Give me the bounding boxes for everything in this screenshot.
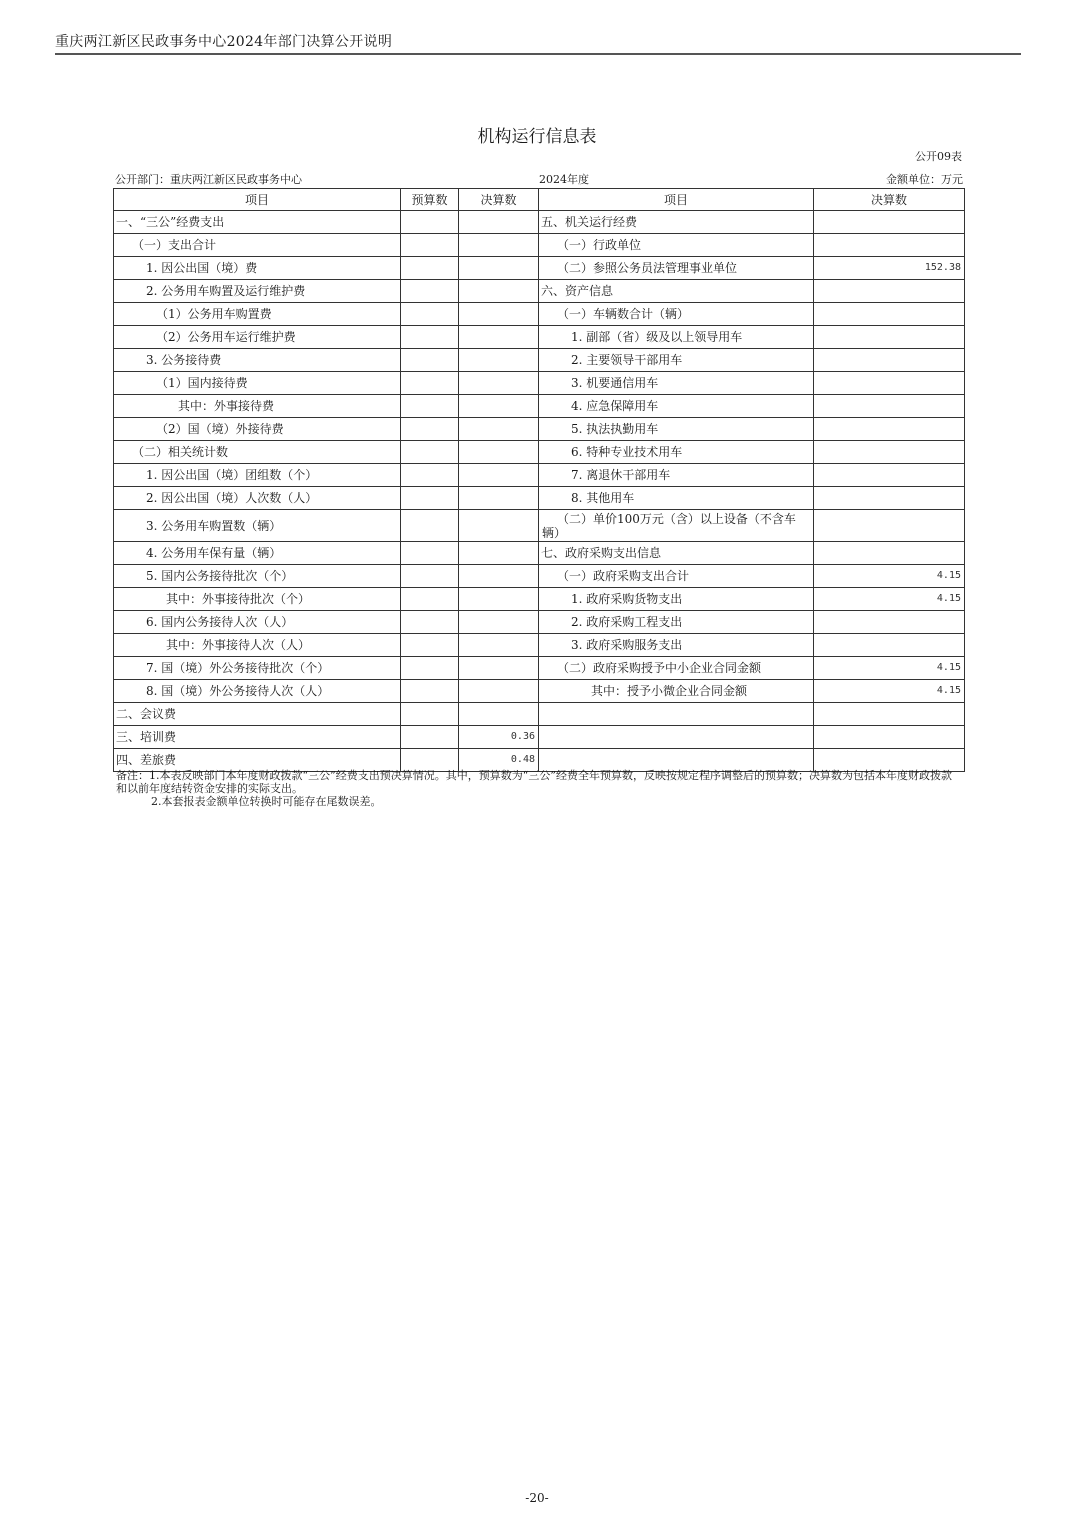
row-item-right: 1. 政府采购货物支出 (539, 588, 814, 611)
row-item-left: 其中：外事接待费 (114, 395, 401, 418)
row-final-right (814, 303, 965, 326)
row-final-right: 4.15 (814, 680, 965, 703)
table-row (114, 464, 965, 487)
row-final-left (459, 257, 539, 280)
row-budget (401, 349, 459, 372)
row-final-left: 0.36 (459, 726, 539, 749)
row-final-right (814, 418, 965, 441)
row-item-left: （1）国内接待费 (114, 372, 401, 395)
table-number: 公开09表 (915, 150, 962, 163)
row-item-left: 三、培训费 (114, 726, 401, 749)
table-row (114, 349, 965, 372)
table-row (114, 680, 965, 703)
row-item-right: （二）单价100万元（含）以上设备（不含车辆） (539, 510, 814, 542)
row-item-left: 一、“三公”经费支出 (114, 211, 401, 234)
department-label: 公开部门：重庆两江新区民政事务中心 (115, 173, 302, 186)
table-row (114, 565, 965, 588)
row-final-right: 4.15 (814, 657, 965, 680)
col-header-item-right: 项目 (539, 189, 814, 211)
table-row (114, 280, 965, 303)
table-row (114, 257, 965, 280)
info-table (113, 188, 965, 772)
row-final-left (459, 703, 539, 726)
row-item-right: 8. 其他用车 (539, 487, 814, 510)
row-final-right: 152.38 (814, 257, 965, 280)
page-number: -20- (525, 1491, 549, 1505)
row-final-right (814, 703, 965, 726)
row-item-left: 1. 因公出国（境）费 (114, 257, 401, 280)
row-budget (401, 303, 459, 326)
row-budget (401, 280, 459, 303)
row-item-right: 6. 特种专业技术用车 (539, 441, 814, 464)
col-header-budget: 预算数 (401, 189, 459, 211)
row-item-left: （1）公务用车购置费 (114, 303, 401, 326)
row-item-right: 5. 执法执勤用车 (539, 418, 814, 441)
row-final-left (459, 211, 539, 234)
row-budget (401, 726, 459, 749)
row-budget (401, 487, 459, 510)
row-item-left: 二、会议费 (114, 703, 401, 726)
year-label: 2024年度 (539, 173, 589, 186)
row-item-right: （一）政府采购支出合计 (539, 565, 814, 588)
row-item-left: 其中：外事接待批次（个） (114, 588, 401, 611)
row-item-left: 3. 公务用车购置数（辆） (114, 510, 401, 542)
row-final-left (459, 372, 539, 395)
row-final-right (814, 611, 965, 634)
row-final-left (459, 395, 539, 418)
row-budget (401, 372, 459, 395)
row-item-right: 1. 副部（省）级及以上领导用车 (539, 326, 814, 349)
row-budget (401, 542, 459, 565)
row-final-left (459, 349, 539, 372)
unit-label: 金额单位：万元 (886, 173, 963, 186)
header-rule (55, 53, 1021, 55)
note-line-2: 2.本套报表金额单位转换时可能存在尾数误差。 (151, 795, 382, 808)
row-item-left: （二）相关统计数 (114, 441, 401, 464)
row-final-left: 0.48 (459, 749, 539, 772)
row-item-right: （一）车辆数合计（辆） (539, 303, 814, 326)
row-final-left (459, 280, 539, 303)
table-row (114, 588, 965, 611)
row-final-right (814, 542, 965, 565)
row-item-left: 6. 国内公务接待人次（人） (114, 611, 401, 634)
row-final-right (814, 510, 965, 542)
row-final-left (459, 441, 539, 464)
table-row (114, 372, 965, 395)
table-row (114, 542, 965, 565)
row-budget (401, 611, 459, 634)
col-header-final-right: 决算数 (814, 189, 965, 211)
row-item-right: 3. 机要通信用车 (539, 372, 814, 395)
row-final-right (814, 441, 965, 464)
row-item-right: 4. 应急保障用车 (539, 395, 814, 418)
row-item-left: 7. 国（境）外公务接待批次（个） (114, 657, 401, 680)
row-item-right: （二）政府采购授予中小企业合同金额 (539, 657, 814, 680)
table-title: 机构运行信息表 (477, 127, 597, 147)
row-item-right: 七、政府采购支出信息 (539, 542, 814, 565)
row-item-left: 四、差旅费 (114, 749, 401, 772)
table-row (114, 303, 965, 326)
row-item-right: 7. 离退休干部用车 (539, 464, 814, 487)
table-meta (113, 171, 963, 185)
row-item-left: 其中：外事接待人次（人） (114, 634, 401, 657)
row-final-right: 4.15 (814, 565, 965, 588)
note-line-1: 备注：1.本表反映部门本年度财政拨款“三公”经费支出预决算情况。其中，预算数为“三公”经费全年预算数，反映按规定程序调整后的预算数；决算数为包括本年度财政拨款和以前年度结转资金安排的实际支出。 (116, 769, 952, 795)
row-item-left: 3. 公务接待费 (114, 349, 401, 372)
row-final-left (459, 611, 539, 634)
row-item-right: 2. 主要领导干部用车 (539, 349, 814, 372)
table-row (114, 211, 965, 234)
row-item-left: （一）支出合计 (114, 234, 401, 257)
row-final-right (814, 634, 965, 657)
table-row (114, 395, 965, 418)
table-header-row (114, 189, 965, 211)
table-row (114, 657, 965, 680)
row-budget (401, 657, 459, 680)
table-row (114, 726, 965, 749)
row-final-left (459, 326, 539, 349)
table-row (114, 634, 965, 657)
row-budget (401, 395, 459, 418)
row-budget (401, 234, 459, 257)
row-item-right: 其中：授予小微企业合同金额 (539, 680, 814, 703)
row-final-left (459, 634, 539, 657)
row-final-left (459, 680, 539, 703)
row-final-right (814, 326, 965, 349)
row-item-right: 3. 政府采购服务支出 (539, 634, 814, 657)
row-budget (401, 418, 459, 441)
row-budget (401, 326, 459, 349)
row-budget (401, 441, 459, 464)
row-budget (401, 634, 459, 657)
row-budget (401, 680, 459, 703)
row-budget (401, 211, 459, 234)
row-final-left (459, 657, 539, 680)
row-item-left: 2. 公务用车购置及运行维护费 (114, 280, 401, 303)
row-budget (401, 510, 459, 542)
table-row (114, 611, 965, 634)
row-final-left (459, 464, 539, 487)
row-final-right (814, 726, 965, 749)
row-item-right (539, 703, 814, 726)
row-item-right (539, 726, 814, 749)
table-row (114, 234, 965, 257)
row-item-left: 8. 国（境）外公务接待人次（人） (114, 680, 401, 703)
table-row (114, 441, 965, 464)
row-final-right (814, 372, 965, 395)
row-final-left (459, 418, 539, 441)
row-item-right: 六、资产信息 (539, 280, 814, 303)
row-budget (401, 565, 459, 588)
row-final-left (459, 565, 539, 588)
row-budget (401, 703, 459, 726)
row-item-left: 5. 国内公务接待批次（个） (114, 565, 401, 588)
row-budget (401, 464, 459, 487)
running-header: 重庆两江新区民政事务中心2024年部门决算公开说明 (55, 34, 393, 50)
row-final-right (814, 464, 965, 487)
row-item-right: 2. 政府采购工程支出 (539, 611, 814, 634)
row-final-right (814, 280, 965, 303)
row-final-right (814, 234, 965, 257)
col-header-item-left: 项目 (114, 189, 401, 211)
row-item-left: （2）公务用车运行维护费 (114, 326, 401, 349)
row-final-left (459, 542, 539, 565)
row-item-right: （一）行政单位 (539, 234, 814, 257)
row-final-left (459, 487, 539, 510)
row-final-left (459, 510, 539, 542)
row-item-right: 五、机关运行经费 (539, 211, 814, 234)
row-final-left (459, 234, 539, 257)
table-row (114, 326, 965, 349)
row-final-right (814, 211, 965, 234)
row-final-left (459, 588, 539, 611)
row-item-left: 4. 公务用车保有量（辆） (114, 542, 401, 565)
row-final-right (814, 395, 965, 418)
row-item-left: 2. 因公出国（境）人次数（人） (114, 487, 401, 510)
table-row (114, 703, 965, 726)
table-row (114, 487, 965, 510)
table-notes (116, 769, 962, 808)
table-row (114, 418, 965, 441)
row-budget (401, 257, 459, 280)
row-final-right (814, 349, 965, 372)
table-row (114, 510, 965, 542)
col-header-final-left: 决算数 (459, 189, 539, 211)
row-final-right (814, 487, 965, 510)
row-item-left: （2）国（境）外接待费 (114, 418, 401, 441)
row-final-left (459, 303, 539, 326)
row-item-left: 1. 因公出国（境）团组数（个） (114, 464, 401, 487)
row-budget (401, 588, 459, 611)
row-item-right: （二）参照公务员法管理事业单位 (539, 257, 814, 280)
row-final-right: 4.15 (814, 588, 965, 611)
